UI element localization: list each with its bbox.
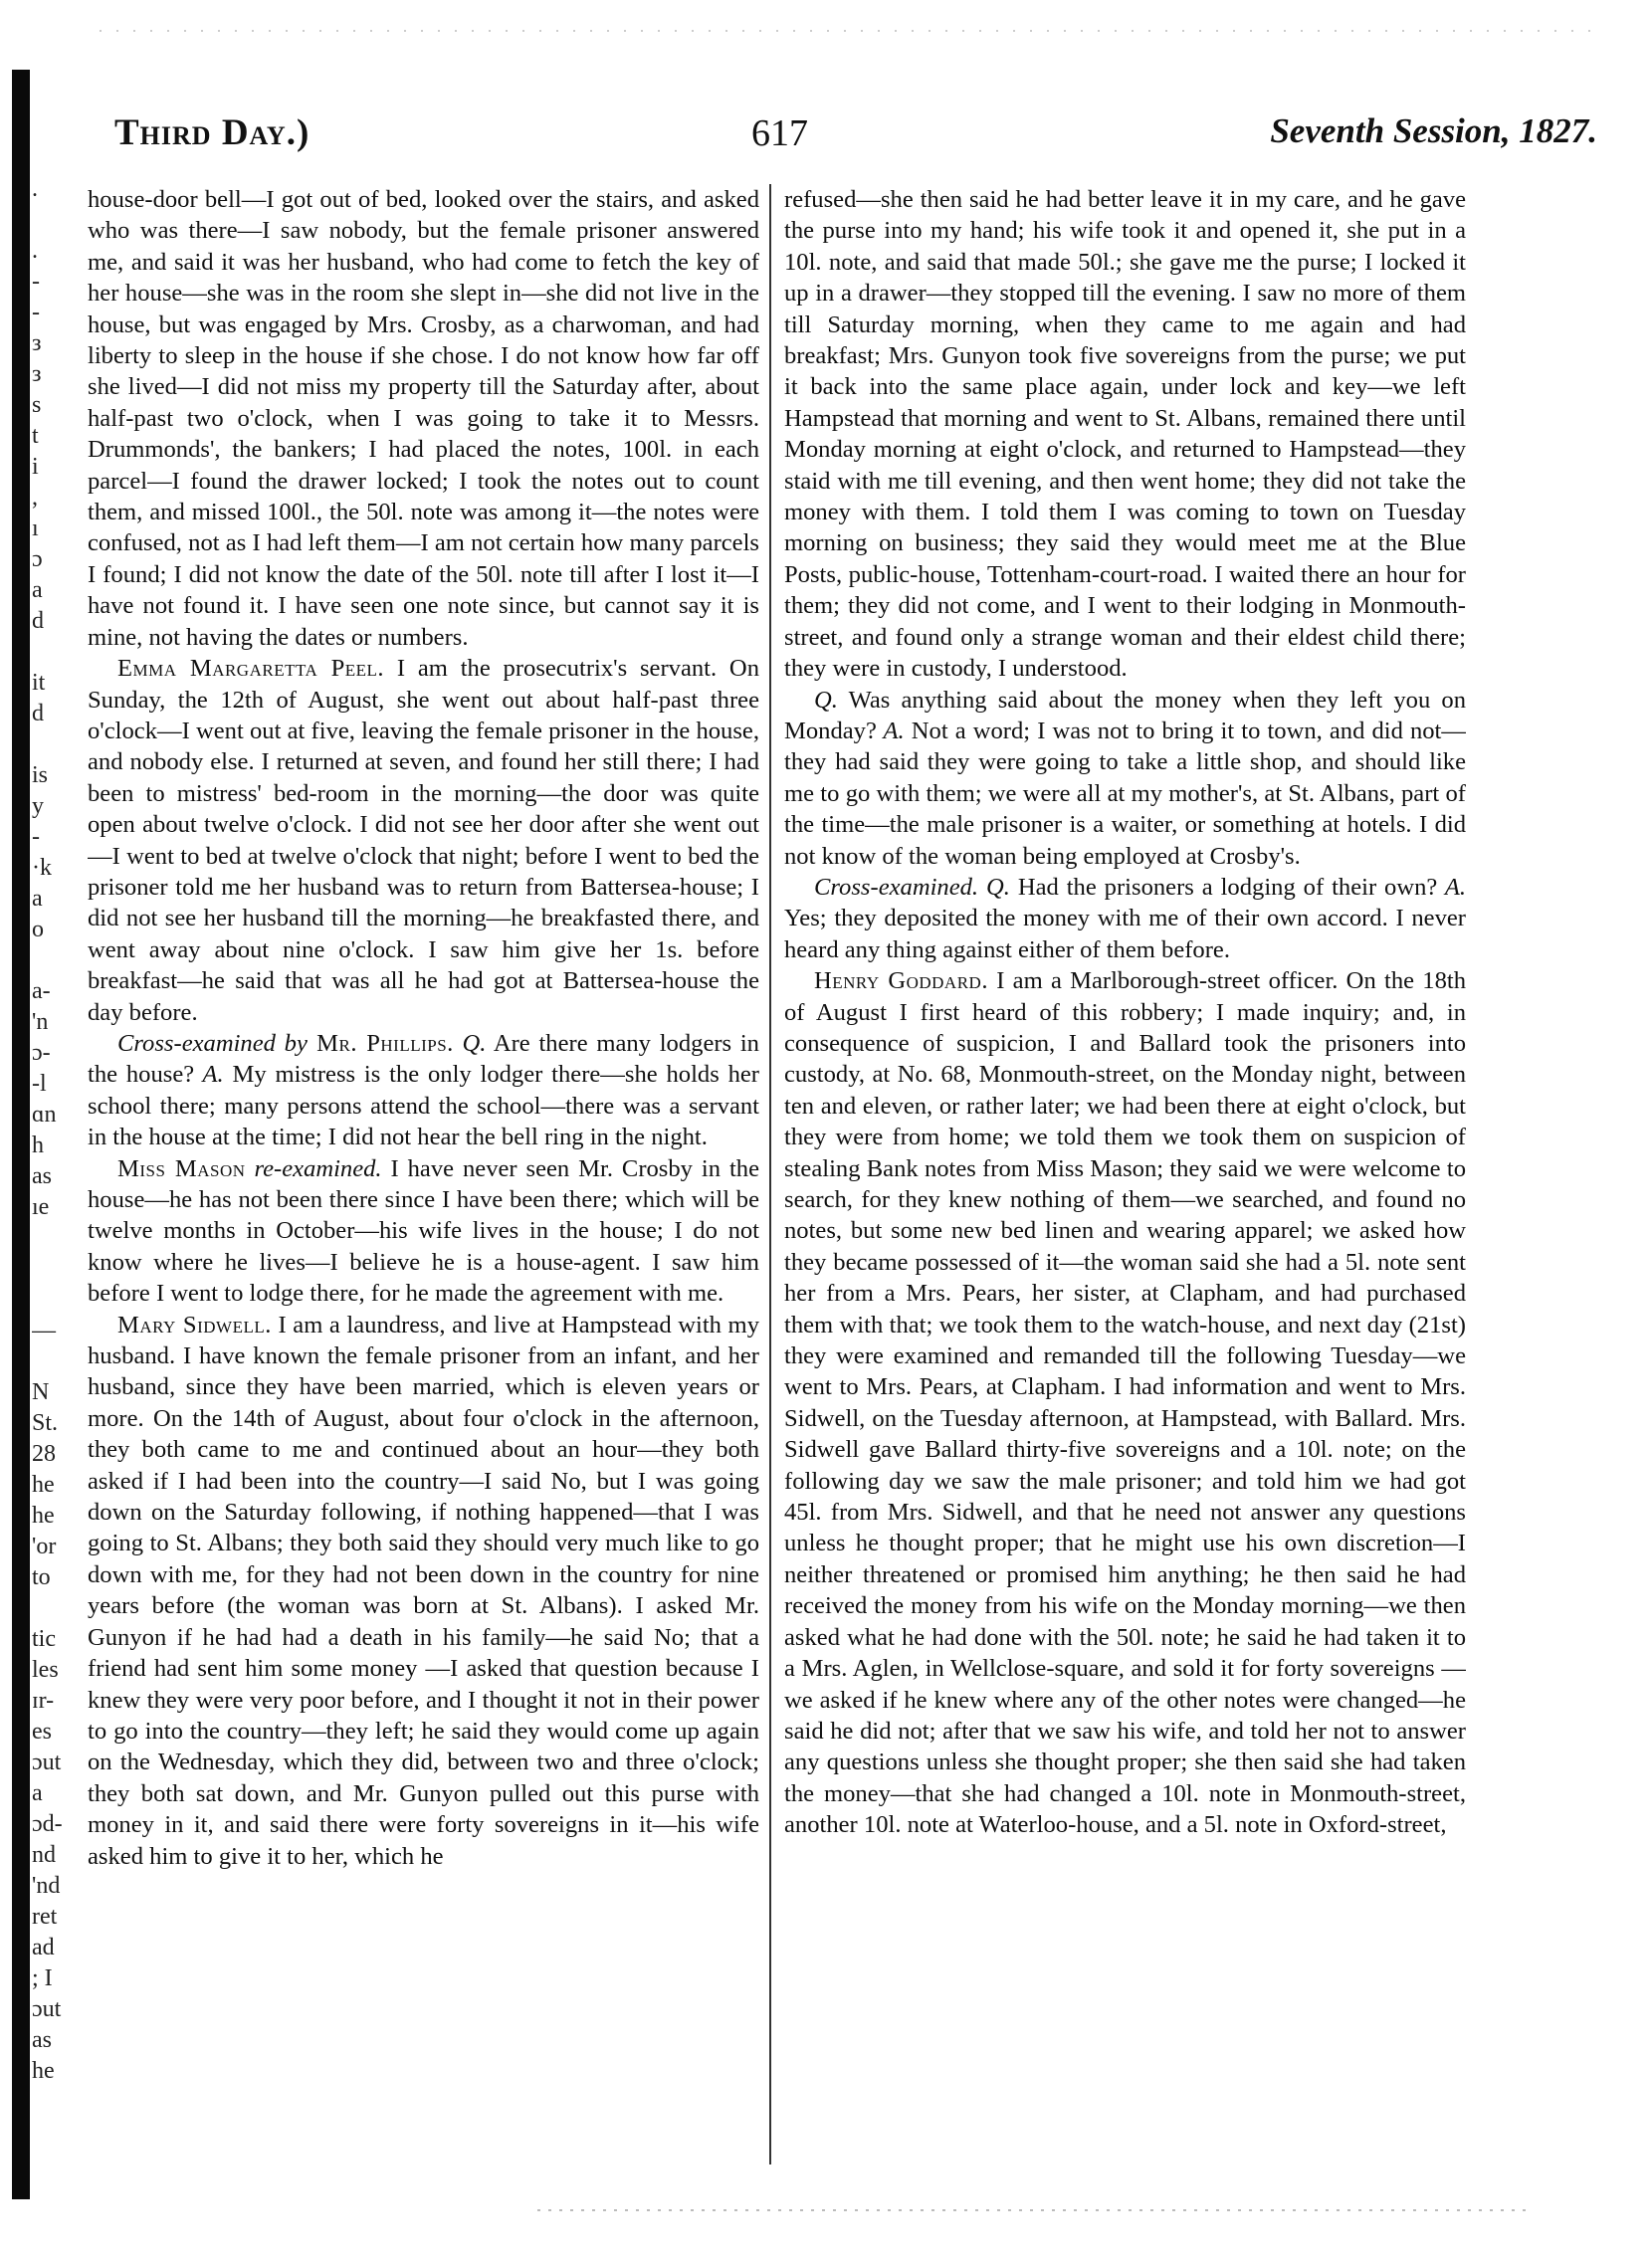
scan-speckle-bottom: [537, 2209, 1533, 2211]
paragraph: Mary Sidwell. I am a laundress, and live at Hampstead with my husband. I have known the female prisoner from an infant, and her husband, since they have been married, which is eleven years or more. On the 14th of August, about four o'clock in the afternoon, they both came to me and continued about an hour—they both asked if I had been into the country—I said No, but I was going down on the Saturday following, if nothing happened—that I was going to St. Albans; they both said they should very much like to go down with me, for they had not been down in the country for nine years before (the woman was born at St. Albans). I asked Mr. Gunyon if he had had a death in his family—he said No; that a friend had sent him some money —I asked that question because I knew they were very poor before, and I thought it not in their power to go into the country—they left; he said they would come up again on the Wednesday, which they did, between two and three o'clock; they both sat down, and Mr. Gunyon pulled out this purse with money in it, and said there were forty sovereigns in it—his wife asked him to give it to her, which he: [88, 1311, 759, 1870]
margin-fragment: o: [32, 917, 44, 942]
margin-fragment: St.: [32, 1410, 59, 1436]
margin-fragment: [32, 1593, 82, 1624]
margin-fragment: [32, 1285, 82, 1316]
margin-fragment: -: [32, 300, 40, 325]
margin-fragment: [32, 945, 82, 976]
margin-fragment: ɑn: [32, 1102, 57, 1128]
margin-fragment: ; I: [32, 1965, 53, 1991]
margin-fragment: h: [32, 1132, 44, 1158]
margin-fragment: ad: [32, 1935, 55, 1960]
margin-fragment: 'or: [32, 1534, 57, 1559]
paragraph: Cross-examined. Q. Had the prisoners a lodging of their own? A. Yes; they deposited the money with me of their own accord. I never heard any thing against either of them before.: [784, 873, 1466, 963]
margin-fragment: ɔut: [32, 1750, 62, 1775]
margin-fragment: ɔut: [32, 1996, 62, 2022]
margin-fragment: ı: [32, 515, 39, 541]
margin-fragment: [32, 637, 82, 668]
margin-fragment: [32, 1223, 82, 1254]
witness-name: Emma Margaretta Peel.: [117, 655, 385, 683]
margin-fragment: he: [32, 1472, 55, 1498]
margin-fragment: ɪr-: [32, 1688, 55, 1714]
page-number: 617: [751, 112, 808, 154]
margin-fragment: ɔ: [32, 546, 43, 572]
margin-fragment: [32, 1346, 82, 1377]
margin-fragment: a: [32, 1780, 43, 1806]
column-rule: [769, 184, 771, 2164]
margin-fragment: [32, 205, 82, 236]
paragraph: Miss Mason re-examined. I have never seen Mr. Crosby in the house—he has not been there since I have been there; which will be twelve months in October—his wife lives in the house; I do not know where he lives—I believe he is a house-agent. I saw him before I went to lodge there, for he made the agreement with me.: [88, 1154, 759, 1308]
margin-fragment: .: [32, 238, 38, 264]
margin-fragment: 'nd: [32, 1873, 61, 1899]
scan-speckle-top: [100, 30, 1592, 32]
margin-fragment: ɔd-: [32, 1811, 63, 1837]
right-column: [784, 184, 1466, 2184]
paragraph: Q. Was anything said about the money when they left you on Monday? A. Not a word; I was not to bring it to town, and did not—they had said they were going to take a little shop, and should like me to go with them; we were all at my mother's, at St. Albans, part of the time—the male prisoner is a waiter, or something at hotels. I did not know of the woman being employed at Crosby's.: [784, 686, 1466, 870]
margin-fragment: 'n: [32, 1009, 49, 1035]
counsel-name: Mr. Phillips.: [307, 1029, 454, 1057]
margin-fragment: is: [32, 762, 49, 788]
margin-fragment: з: [32, 330, 42, 356]
paragraph: refused—she then said he had better leave it in my care, and he gave the purse into my hand; his wife took it and opened it, she put in a 10l. note, and said that made 50l.; she gave me the purse; I locked it up in a drawer—they stopped till the evening. I saw no more of them till Saturday morning, when they came to me again and had breakfast; Mrs. Gunyon took five sovereigns from the purse; we put it back into the same place again, under lock and key—we left Hampstead that morning and went to St. Albans, remained there until Monday morning at eight o'clock, and returned to Hampstead—they staid with me till evening, and then went home; they did not take the money with them. I told them I was coming to town on Tuesday morning on business; they said they would meet me at the Blue Posts, public-house, Tottenham-court-road. I waited there an hour for them; they did not come, and I went to their lodging in Monmouth-street, and found only a strange woman and their eldest child there; they were in custody, I understood.: [784, 186, 1466, 683]
margin-fragment: -l: [32, 1071, 47, 1097]
header-left: Third Day.): [114, 112, 310, 153]
left-column: [88, 184, 759, 2184]
margin-fragment: as: [32, 1163, 52, 1189]
margin-fragment: es: [32, 1719, 52, 1745]
margin-fragment: .: [32, 176, 38, 202]
margin-fragment: ·k: [32, 855, 52, 881]
margin-fragment: a: [32, 886, 43, 912]
margin-fragment: d: [32, 608, 44, 634]
margin-fragment: [32, 1254, 82, 1285]
margin-fragment: N: [32, 1379, 50, 1405]
margin-fragment: —: [32, 1318, 56, 1343]
margin-fragment: -: [32, 269, 40, 295]
margin-fragment: -: [32, 824, 40, 850]
margin-fragment: i: [32, 454, 39, 480]
witness-name: Mary Sidwell.: [117, 1311, 272, 1338]
margin-fragment: з: [32, 361, 42, 387]
witness-name: Henry Goddard.: [814, 967, 988, 995]
header-right: Seventh Session, 1827.: [1270, 111, 1597, 150]
margin-fragment: ,: [32, 485, 38, 511]
margin-fragment: t: [32, 423, 39, 449]
paragraph: Cross-examined by Mr. Phillips. Q. Are there many lodgers in the house? A. My mistress is the only lodger there—she holds her school there; many persons attend the school—there was a servant in the house at the time; I did not hear the bell ring in the night.: [88, 1029, 759, 1151]
margin-fragment: as: [32, 2027, 52, 2053]
paragraph: Henry Goddard. I am a Marlborough-street officer. On the 18th of August I first heard of this robbery; I made inquiry; and, in consequence of suspicion, I and Ballard took the prisoners into custody, at No. 68, Monmouth-street, on the Monday night, between ten and eleven, or rather later; we had been there at eight o'clock, but they were from home; we told them we took them on suspicion of stealing Bank notes from Miss Mason; they said we were welcome to search, for they knew nothing of them—we searched, and found no notes, but some new bed linen and wearing apparel; we asked how they became possessed of it—the woman said she had a 5l. note sent her from a Mrs. Pears, her sister, at Clapham, and had purchased them with that; we took them to the watch-house, and next day (21st) they were examined and remanded till the following Tuesday—we went to Mrs. Pears, at Clapham. I had information and went to Mrs. Sidwell, on the Tuesday afternoon, at Hampstead, with Ballard. Mrs. Sidwell gave Ballard thirty-five sovereigns and a 10l. note; on the following day we saw the male prisoner; and told him we had got 45l. from Mrs. Sidwell, and that he need not answer any questions unless he thought proper; that he might use his own discretion—I neither threatened or promised him anything; he then said he had received the money from his wife on the Monday morning—we then asked what he had done with the 50l. note; he said he had taken it to a Mrs. Aglen, in Wellclose-square, and sold it for forty sovereigns —we asked if he knew where any of the other notes were changed—he said he did not; after that we saw his wife, and told her not to answer any questions unless she thought proper; she then said she had taken the money—that she had changed a 10l. note in Monmouth-street, another 10l. note at Waterloo-house, and a 5l. note in Oxford-street,: [784, 967, 1466, 1839]
running-header: [114, 111, 1607, 163]
binding-shadow: [12, 70, 30, 2199]
margin-fragment: nd: [32, 1842, 56, 1868]
margin-fragment: ret: [32, 1904, 58, 1930]
margin-fragment: ɔ-: [32, 1040, 51, 1066]
margin-fragment: tic: [32, 1626, 56, 1652]
margin-fragment: ıe: [32, 1194, 50, 1220]
paragraph: Emma Margaretta Peel. I am the prosecutrix's servant. On Sunday, the 12th of August, she went out about half-past three o'clock—I went out at five, leaving the female prisoner in the house, and nobody else. I returned at seven, and found her still there; I had been to mistress' bed-room in the morning—the door was quite open about twelve o'clock. I did not see her door after she went out—I went to bed at twelve o'clock that night; before I went to bed the prisoner told me her husband was to return from Battersea-house; I did not see her husband till the morning—he breakfasted there, and went away about nine o'clock. I saw him give her 1s. before breakfast—he said that was all he had got at Battersea-house the day before.: [88, 655, 759, 1026]
margin-fragment: d: [32, 701, 44, 726]
margin-fragment: les: [32, 1657, 59, 1683]
margin-fragment: y: [32, 793, 44, 819]
paragraph: house-door bell—I got out of bed, looked over the stairs, and asked who was there—I saw nobody, but the female prisoner answered me, and said it was her husband, who had come to fetch the key of her house—she was in the room she slept in—she did not live in the house, but was engaged by Mrs. Crosby, as a charwoman, and had liberty to sleep in the house if she chose. I do not know how far off she lived—I did not miss my property till the Saturday after, about half-past two o'clock, when I was going to take it to Messrs. Drummonds', the bankers; I had placed the notes, 100l. in each parcel—I found the drawer locked; I took the notes out to count them, and missed 100l., the 50l. note was among it—the notes were confused, not as I had left them—I am not certain how many parcels I found; I did not know the date of the 50l. note till after I lost it—I have not found it. I have seen one note since, but cannot say it is mine, not having the dates or numbers.: [88, 186, 759, 651]
margin-fragment: 28: [32, 1441, 56, 1467]
margin-fragment: to: [32, 1564, 51, 1590]
margin-fragment: a: [32, 577, 43, 603]
margin-fragment: he: [32, 2058, 55, 2084]
adjacent-page-fragments: [32, 174, 82, 2087]
margin-fragment: it: [32, 670, 46, 696]
margin-fragment: a-: [32, 978, 51, 1004]
margin-fragment: s: [32, 392, 42, 418]
margin-fragment: he: [32, 1503, 55, 1529]
witness-name: Miss Mason: [117, 1154, 246, 1182]
margin-fragment: [32, 729, 82, 760]
